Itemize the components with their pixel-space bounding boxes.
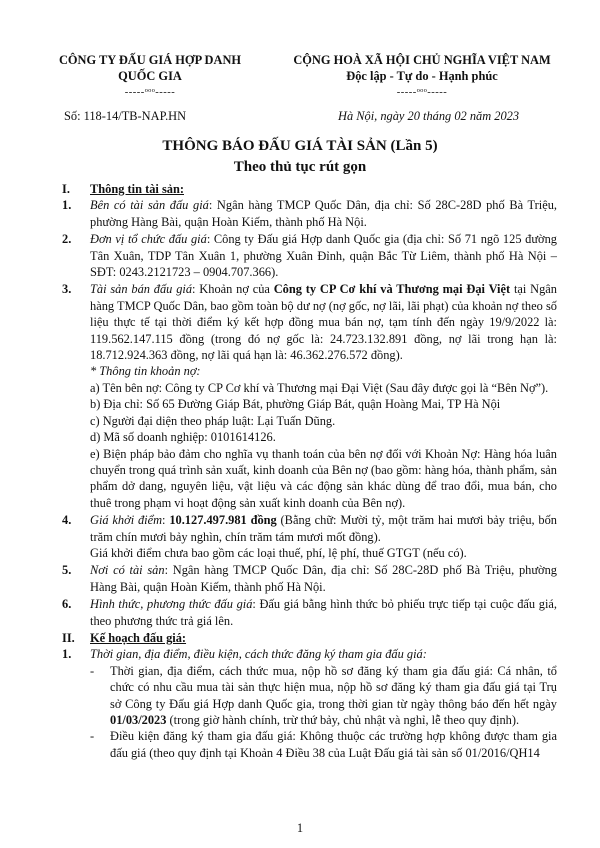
item-label: Bên có tài sản đấu giá: [90, 198, 209, 213]
item-number: 2.: [62, 232, 72, 247]
dash-marker: -: [90, 729, 95, 744]
debt-info-e: e) Biện pháp bảo đảm cho nghĩa vụ thanh toán của bên nợ đối với Khoản Nợ: Hàng hóa luân chuyển trong quá trình sản xuất, kinh doanh của Bên nợ (bao gồm: hàng hóa, thành phẩm, sản phẩm dở dang, nguyên liệu, vật liệu và các động sản khác dùng để trao đổi, mua bán, cho thuê trong phạm vi hoạt động sản xuất kinh doanh của Bên nợ).: [90, 446, 557, 510]
item-text: : Khoản nợ của: [192, 282, 274, 297]
starting-price: 10.127.497.981 đồng: [169, 513, 277, 528]
document-body: [62, 181, 557, 762]
debt-info-b: b) Địa chỉ: Số 65 Đường Giáp Bát, phường Giáp Bát, quận Hoàng Mai, TP Hà Nội: [90, 397, 501, 412]
item-label: Giá khởi điểm: [90, 513, 163, 528]
item-label: Đơn vị tổ chức đấu giá: [90, 232, 207, 247]
bullet-item: [90, 663, 557, 729]
debtor-company-name: Công ty CP Cơ khí và Thương mại Đại Việt: [273, 282, 511, 297]
debt-info-d: d) Mã số doanh nghiệp: 0101614126.: [90, 430, 276, 445]
item-number: 1.: [62, 647, 72, 662]
item-text: tại Ngân hàng TMCP Quốc Dân, bao gồm toàn bộ dư nợ (nợ gốc, nợ lãi, lãi phạt) của khoản nợ theo số liệu thực tế tại thời điểm ký kết hợp đồng mua bán nợ, tạm tính đến ngày 19/9/2022 là: 119.562.147.115 đồng (trong đó nợ gốc là: 24.723.132.891 đồng, nợ lãi trong hạn là: 18.712.924.363 đồng, nợ lãi quá hạn là: 46.362.276.572 đồng).: [90, 282, 557, 363]
bullet-text: (trong giờ hành chính, trừ thứ bảy, chủ nhật và nghỉ, lễ theo quy định).: [166, 713, 520, 727]
page-number: 1: [296, 821, 304, 835]
national-header: [272, 52, 572, 101]
item-text: : Ngân hàng TMCP Quốc Dân, địa chỉ: Số 28C-28D phố Bà Triệu, phường Hàng Bài, quận Hoàn Kiếm, thành phố Hà Nội.: [90, 563, 557, 594]
bullet-text: Điều kiện đăng ký tham gia đấu giá: Không thuộc các trường hợp không được tham gia đấu giá (theo quy định tại Khoản 4 Điều 38 của Luật Đấu giá tài sản số 01/2016/QH14: [110, 729, 557, 760]
list-item: [62, 281, 557, 511]
item-text: : Đấu giá bằng hình thức bỏ phiếu trực tiếp tại cuộc đấu giá, theo phương thức trả giá lên.: [90, 597, 557, 628]
item-number: 1.: [62, 198, 72, 213]
country-name: CỘNG HOÀ XÃ HỘI CHỦ NGHĨA VIỆT NAM: [293, 53, 551, 67]
item-text: : Công ty Đấu giá Hợp danh Quốc gia (địa chỉ: Số 71 ngõ 125 đường Tân Xuân, TDP Tân Xuân 1, phường Xuân Đỉnh, quận Bắc Từ Liêm, thành phố Hà Nội – SĐT: 0243.2121723 – 0904.707.366).: [90, 232, 557, 280]
section-heading: [62, 181, 557, 197]
item-number: 5.: [62, 563, 72, 578]
item-label: Nơi có tài sản: [90, 563, 165, 578]
list-item: [62, 562, 557, 595]
item-text: (Bằng chữ: Mười tỷ, một trăm hai mươi bảy triệu, bốn trăm chín mươi bảy nghìn, chín trăm tám mươi mốt đồng).: [90, 513, 558, 544]
list-item: [62, 646, 557, 761]
list-item: [62, 231, 557, 280]
section-number: I.: [62, 182, 70, 196]
item-text: : Ngân hàng TMCP Quốc Dân, địa chỉ: Số 28C-28D phố Bà Triệu, phường Hàng Bài, quận Hoàn Kiếm, thành phố Hà Nội.: [90, 198, 557, 229]
item-number: 4.: [62, 513, 72, 528]
item-colon: :: [162, 513, 170, 528]
list-item: [62, 512, 557, 561]
deadline-date: 01/03/2023: [110, 713, 167, 727]
section-number: II.: [62, 630, 75, 645]
debt-info-heading: * Thông tin khoản nợ:: [90, 364, 201, 379]
section-title: Thông tin tài sản:: [90, 182, 184, 196]
company-name-line1: CÔNG TY ĐẤU GIÁ HỢP DANH: [58, 53, 242, 67]
bullet-text: Thời gian, địa điểm, cách thức mua, nộp hồ sơ đăng ký tham gia đấu giá: Cá nhân, tổ chức có nhu cầu mua tài sản thực hiện mua, nộp hồ sơ đăng ký tham gia đấu giá tại Trụ sở Công ty Đấu giá Hợp danh Quốc gia, trong thời gian từ ngày thông báo đến hết ngày: [110, 663, 557, 711]
item-number: 6.: [62, 597, 72, 612]
price-note: Giá khởi điểm chưa bao gồm các loại thuế, phí, lệ phí, thuế GTGT (nếu có).: [90, 545, 467, 560]
document-date: Hà Nội, ngày 20 tháng 02 năm 2023: [338, 109, 520, 123]
item-colon: :: [422, 647, 427, 662]
bullet-item: [90, 728, 557, 761]
debt-info-c: c) Người đại diện theo pháp luật: Lại Tuấn Dũng.: [90, 413, 336, 428]
document-title: THÔNG BÁO ĐẤU GIÁ TÀI SẢN (Lần 5): [162, 138, 438, 154]
item-label: Tài sản bán đấu giá: [90, 282, 193, 297]
list-item: [62, 596, 557, 629]
item-label: Hình thức, phương thức đấu giá: [90, 597, 253, 612]
company-name-line2: QUỐC GIA: [118, 69, 182, 84]
section-heading: [62, 630, 557, 646]
debt-info-a: a) Tên bên nợ: Công ty CP Cơ khí và Thương mại Đại Việt (Sau đây được gọi là “Bên Nợ”).: [90, 380, 549, 395]
decorative-divider-right: -----ᵒᵒᵒ-----: [396, 86, 448, 98]
decorative-divider-left: -----ᵒᵒᵒ-----: [124, 86, 176, 98]
section-title: Kế hoạch đấu giá:: [90, 630, 187, 645]
item-label: Thời gian, địa điểm, điều kiện, cách thức đăng ký tham gia đấu giá: [90, 647, 423, 662]
item-number: 3.: [62, 282, 72, 297]
reference-number: Số: 118-14/TB-NAP.HN: [64, 109, 187, 123]
issuer-header: [50, 52, 250, 101]
document-subtitle: Theo thủ tục rút gọn: [233, 159, 367, 175]
list-item: [62, 197, 557, 230]
dash-marker: -: [90, 663, 95, 678]
national-motto: Độc lập - Tự do - Hạnh phúc: [346, 69, 498, 84]
